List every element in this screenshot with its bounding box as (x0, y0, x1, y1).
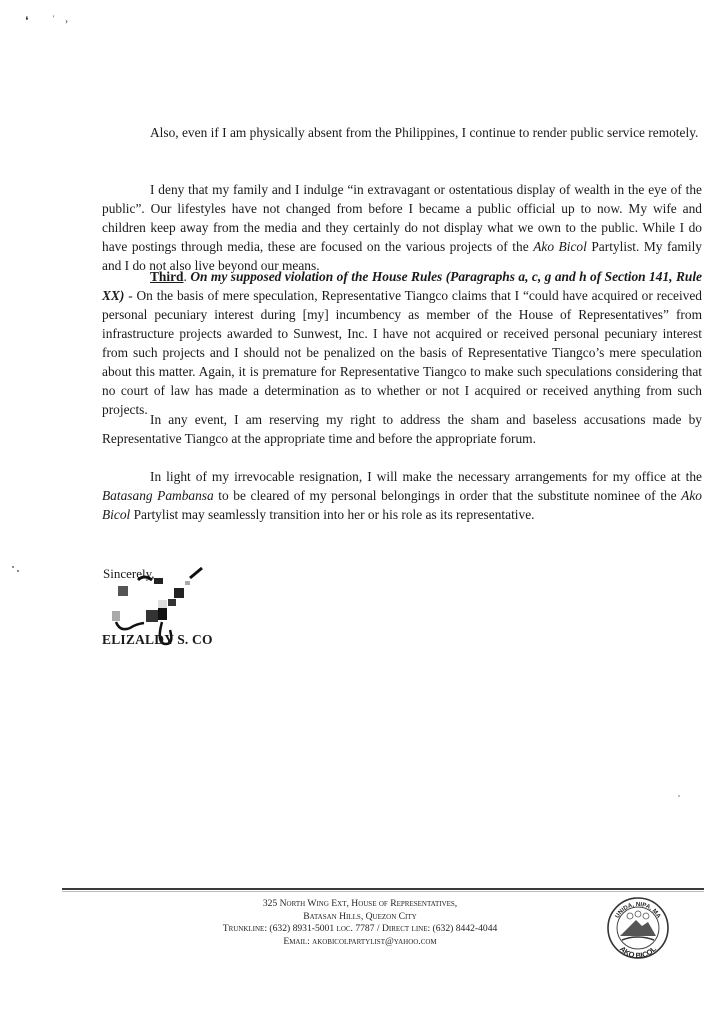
paragraph-text: - On the basis of mere speculation, Representative Tiangco claims that I “could have acquired or received personal pecuniary interest during [my] incumbency as member of the House of Representatives” from infrastructure projects awarded to Sunwest, Inc. I have not acquired or received personal pecuniary interest from such projects and I should not be penalized on the basis of Representative Tiangco’s mere speculation about this matter. Again, it is premature for Representative Tiangco to make such speculations considering that no court of law has made a determination as to whether or not I acquired or received anything from such projects. (102, 288, 702, 417)
section-label: Third (150, 269, 184, 284)
scan-speck (12, 566, 14, 568)
paragraph-remote-service (102, 123, 702, 142)
paragraph-reserving-right (102, 410, 702, 448)
paragraph-text: to be cleared of my personal belongings in order that the substitute nominee of the (213, 488, 682, 503)
seal-bottom-text: AKO BICOL (617, 944, 659, 960)
ako-bicol-seal-logo (606, 896, 670, 960)
footer-phones: Trunkline: (632) 8931-5001 loc. 7787 / Direct line: (632) 8442-4044 (222, 923, 498, 934)
paragraph-third (102, 267, 702, 419)
scan-speck (17, 570, 19, 572)
paragraph-text: Partylist may seamlessly transition into her or his role as its representative. (130, 507, 535, 522)
party-name: Ako Bicol (102, 488, 702, 522)
scan-speck (678, 795, 680, 797)
svg-text:AKO BICOL (618, 944, 658, 960)
footer-email: Email: akobicolpartylist@yahoo.com (283, 935, 437, 947)
paragraph-text: In light of my irrevocable resignation, I will make the necessary arrangements for my office at the (150, 469, 702, 484)
paragraph-resignation (102, 467, 702, 524)
paragraph-text: In any event, I am reserving my right to address the sham and baseless accusations made by Representative Tiangco at the appropriate time and before the appropriate forum. (102, 412, 702, 446)
signature-mark (90, 566, 210, 666)
section-heading: On my supposed violation of the House Rules (Paragraphs a, c, g and h of Section 141, Rule XX) (102, 269, 702, 303)
paragraph-text: Partylist. My family and I do not also live beyond our means. (102, 239, 702, 273)
paragraph-text: I deny that my family and I indulge “in extravagant or ostentatious display of wealth in the eye of the public”. Our lifestyles have not changed from before I became a public official up to now. My wife and children keep away from the media and they certainly do not display what we own to the public. While I do have postings through media, these are focused on the various projects of the (102, 182, 702, 254)
closing-salutation: Sincerely, (103, 566, 155, 581)
party-name: Ako Bicol (533, 239, 587, 254)
section-separator: . (183, 269, 191, 284)
seal-top-text: UNIDA, NIPA, MA (614, 901, 662, 920)
footer-city: Batasan Hills, Quezon City (303, 910, 417, 922)
footer-address: 325 North Wing Ext, House of Representatives, (262, 898, 458, 909)
paragraph-text: Also, even if I am physically absent from the Philippines, I continue to render public service remotely. (150, 125, 699, 140)
place-name: Batasang Pambansa (102, 488, 214, 503)
paragraph-lifestyle (102, 180, 702, 275)
letterhead-footer (150, 898, 570, 948)
footer-divider-shadow (62, 891, 704, 892)
signatory-name: ELIZALDY S. CO (102, 632, 213, 647)
footer-divider (62, 888, 704, 890)
